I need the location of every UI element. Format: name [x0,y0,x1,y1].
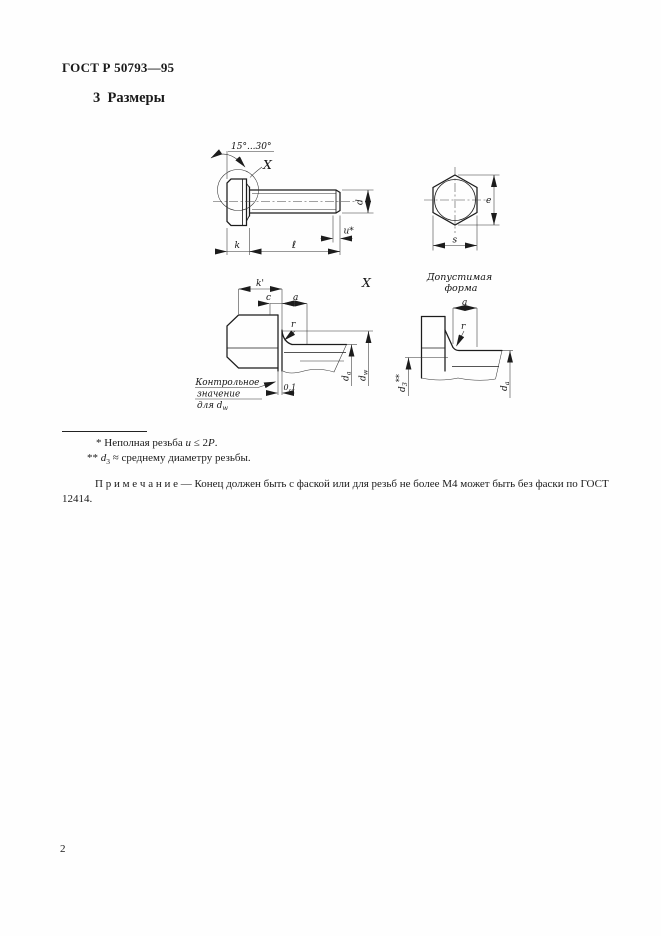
note-label: П р и м е ч а н и е [95,478,178,490]
dim-da-label: $d_a$ [341,371,353,381]
footnote-2-var-d: d [100,452,107,464]
control-value-note [195,378,276,412]
allowed-dim-da-label: $d_a$ [500,381,511,391]
footnote-separator [62,431,147,432]
page-number: 2 [60,843,66,855]
allowed-dim-da [500,351,511,399]
dim-e-label: e [486,196,492,206]
note-text: Конец должен быть с фаской или для резьб не более М4 может быть без фаски по ГОСТ 12414. [62,478,609,505]
allowed-head-outline [422,317,446,379]
note-paragraph: П р и м е ч а н и е — Конец должен быть с фаской или для резьб не более М4 может быть без фаски по ГОСТ 12414. [62,478,609,505]
allowed-cone [445,330,459,351]
detail-x-view [195,275,374,412]
allowed-form-title1: Допустимая [426,272,493,283]
allowed-dim-r [457,322,467,346]
dim-u [321,216,355,243]
angle-arc-arrow [211,154,245,167]
footnote-1-var-p: P [208,437,215,449]
dim-r [285,320,297,340]
allowed-dim-d3-label: $d_3**$ [395,374,409,392]
allowed-form-title2: форма [444,283,478,294]
detail-head-outline [227,315,278,368]
dim-l-label: ℓ [292,240,297,251]
footnote-2-marker: ** [87,452,98,464]
dim-dw-label: $d_w$ [358,369,370,381]
dim-k1-label: k' [256,279,264,289]
footnote-1-var-u: u [185,437,191,449]
footnote-1: * Неполная резьба u ≤ 2P. [96,437,218,449]
allowed-break-line [422,351,503,381]
section-title: 3 Размеры [93,90,165,106]
dim-d-label: d [355,199,366,205]
control-note-line3: для $d_w$ [197,401,229,412]
dim-da [342,345,353,387]
dim-c-label: c [266,293,272,303]
dim-k-l [216,216,341,256]
dim-a-label: a [293,293,299,303]
allowed-dim-a-label: a [462,298,468,308]
detail-ref-label: X [263,157,272,172]
dim-dw [359,331,370,386]
detail-break-line [283,345,347,374]
bolt-end-view [424,167,500,251]
technical-drawing [0,0,661,460]
dim-gap-label: 0,1 [283,383,297,392]
detail-allowed-form [395,272,513,398]
control-note-line1: Контрольное [195,378,260,388]
control-note-line2: значение [197,389,241,400]
footnote-1-text: Неполная резьба [101,437,186,449]
detail-ref-leader [250,167,262,178]
footnote-1-marker: * [96,437,102,449]
bolt-side-view [211,142,374,255]
dim-gap [266,383,296,393]
footnote-2-text: ≈ среднему диаметру резьбы. [110,452,251,464]
footnote-2: ** $d_3$ ≈ среднему диаметру резьбы. [87,452,251,467]
bolt-head-outline [227,179,247,226]
dim-u-label: u* [343,226,354,237]
allowed-dim-r-label: r [461,322,466,332]
dim-s-label: s [452,235,458,246]
dim-k1 [239,279,283,314]
dim-r-label: r [291,320,296,330]
angle-label: 15°...30° [231,142,272,152]
dim-k-label: k [234,241,240,251]
detail-x-title: X [362,275,371,290]
doc-header: ГОСТ Р 50793—95 [62,60,175,75]
